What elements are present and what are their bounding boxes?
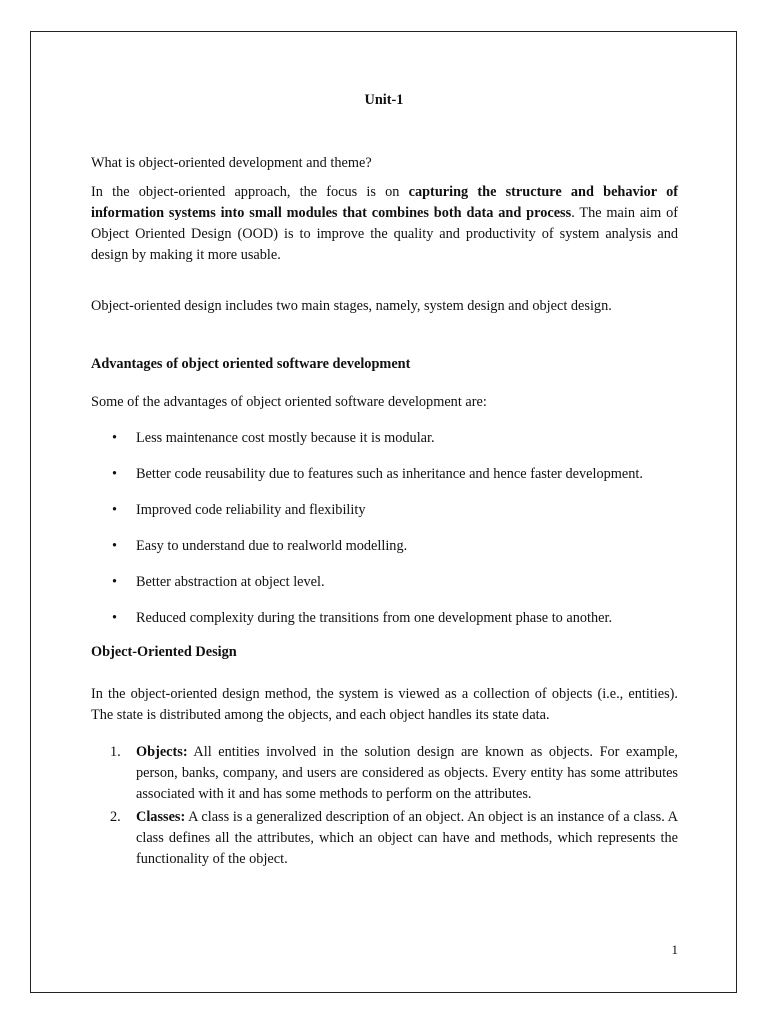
stages-paragraph: Object-oriented design includes two main stages, namely, system design and object design. — [91, 298, 612, 314]
ood-intro: In the object-oriented design method, the system is viewed as a collection of objects (i.e., entities). The state is distributed among the objects, and each object handles its state data. — [91, 686, 678, 723]
item-number: 2. — [110, 809, 121, 825]
list-item-text: Easy to understand due to realworld modelling. — [136, 538, 408, 554]
item-term: Classes: — [136, 809, 186, 825]
list-item — [112, 536, 407, 557]
list-item — [112, 608, 612, 629]
item-body — [136, 742, 678, 805]
item-term: Objects: — [136, 744, 188, 760]
list-item — [112, 428, 435, 449]
advantages-heading: Advantages of object oriented software development — [91, 356, 411, 372]
bullet-icon: • — [112, 574, 118, 590]
intro-part1: In the object-oriented approach, the focus is on — [91, 184, 409, 200]
item-body — [136, 807, 678, 870]
list-item — [112, 572, 325, 593]
list-item-text: Better code reusability due to features such as inheritance and hence faster development. — [136, 466, 643, 482]
page-number: 1 — [671, 942, 678, 957]
numbered-item-objects — [110, 742, 678, 805]
list-item-text: Reduced complexity during the transitions from one development phase to another. — [136, 610, 613, 626]
intro-paragraph — [91, 182, 678, 266]
advantages-lead: Some of the advantages of object oriented software development are: — [91, 394, 487, 410]
numbered-item-classes — [110, 807, 678, 870]
bullet-icon: • — [112, 430, 118, 446]
list-item-text: Less maintenance cost mostly because it is modular. — [136, 430, 435, 446]
intro-part2: . The main aim of Object Oriented Design (OOD) is to improve the quality and productivity of system analysis and design by making it more usable. — [91, 205, 678, 263]
list-item — [112, 464, 643, 485]
item-text: A class is a generalized description of an object. An object is an instance of a class. A class defines all the attributes, which an object can have and methods, which represents the functionality of the object. — [136, 809, 678, 867]
bullet-icon: • — [112, 538, 118, 554]
intro-bold: capturing the structure and behavior of information systems into small modules that combines both data and process — [91, 184, 678, 221]
page-title: Unit-1 — [364, 92, 404, 108]
item-text: All entities involved in the solution design are known as objects. For example, person, banks, company, and users are considered as objects. Every entity has some attributes associated with it and has some methods to perform on the attributes. — [136, 744, 678, 802]
question-text: What is object-oriented development and theme? — [91, 155, 372, 171]
list-item-text: Better abstraction at object level. — [136, 574, 325, 590]
bullet-icon: • — [112, 502, 118, 518]
list-item-text: Improved code reliability and flexibility — [136, 502, 366, 518]
list-item — [112, 500, 365, 521]
bullet-icon: • — [112, 610, 118, 626]
item-number: 1. — [110, 744, 121, 760]
bullet-icon: • — [112, 466, 118, 482]
ood-heading: Object-Oriented Design — [91, 644, 237, 660]
